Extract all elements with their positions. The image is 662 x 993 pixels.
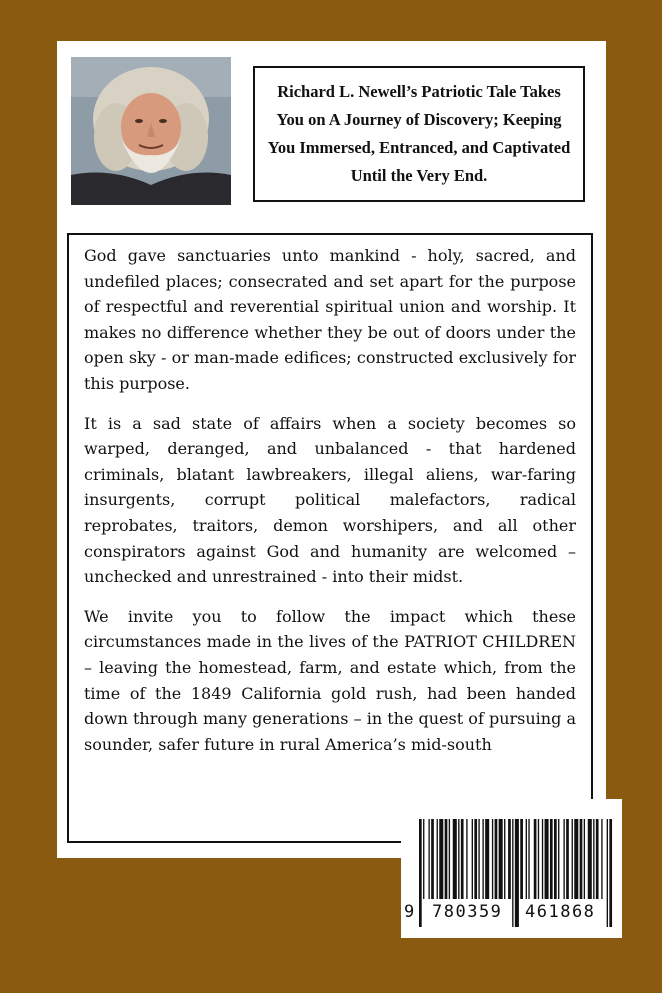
barcode-bar (542, 819, 543, 899)
blurb-paragraph-3: We invite you to follow the impact which these circumstances made in the lives of the PATRIOT CHILDREN – leaving the homestead, farm, and estate which, from the time of the 1849 California gold rush, had been handed down through many generations – in the quest of pursuing a sounder, safer future in rural America’s mid-south (84, 606, 576, 754)
barcode-bar (574, 819, 578, 899)
barcode-bar (528, 819, 529, 899)
author-photo (71, 57, 231, 205)
barcode-bar (419, 819, 422, 927)
barcode-bar (515, 819, 519, 927)
author-portrait-image (71, 57, 231, 205)
barcode-bar (437, 819, 438, 899)
barcode-bar (558, 819, 559, 899)
barcode-bar (449, 819, 450, 899)
barcode-bar (538, 819, 539, 899)
tagline-box (253, 66, 585, 202)
barcode-bar (474, 819, 477, 899)
barcode-bar (458, 819, 459, 899)
blurb-box (67, 233, 593, 843)
barcode-bar (431, 819, 434, 899)
barcode-bar (580, 819, 583, 899)
barcode-lead-digit: 9 (404, 902, 415, 922)
barcode-bar (492, 819, 493, 899)
barcode-bar (482, 819, 483, 899)
barcode-bar (508, 819, 511, 899)
isbn-barcode (401, 799, 622, 938)
barcode-bar (566, 819, 569, 899)
barcode-bar (563, 819, 564, 899)
barcode-bar (545, 819, 549, 899)
barcode-bar (601, 819, 602, 899)
back-cover-panel (57, 41, 606, 858)
barcode-bar (428, 819, 429, 899)
blurb-paragraph-2: It is a sad state of affairs when a society becomes so warped, deranged, and unbalanced - that hardened criminals, blatant lawbreakers, illegal aliens, war-faring insurgents, corrupt political malefactors, radical reprobates, traitors, demon worshipers, and all other conspirators against God and humanity are welcomed – unchecked and unrestrained - into their midst. (84, 413, 576, 587)
barcode-bar (512, 819, 513, 927)
barcode-bar (466, 819, 467, 899)
barcode-bar (495, 819, 498, 899)
barcode-bar (607, 819, 608, 927)
barcode-bar (572, 819, 573, 899)
tagline-text: Richard L. Newell’s Patriotic Tale Takes You on A Journey of Discovery; Keeping You Immersed, Entranced, and Captivated Until the Very End. (267, 82, 571, 185)
barcode-digit-group-1: 780359 (432, 902, 503, 922)
barcode-bar (478, 819, 479, 899)
barcode-bar (472, 819, 473, 899)
blurb-paragraph-1: God gave sanctuaries unto mankind - holy, sacred, and undefiled places; consecrated and set apart for the purpose of respectful and reverential spiritual union and worship. It makes no difference whether they be out of doors under the open sky - or man-made edifices; constructed exclusively for this purpose. (84, 246, 576, 393)
barcode-bar (439, 819, 443, 899)
barcode-bar (461, 819, 464, 899)
barcode-bar (520, 819, 523, 899)
barcode-bar (485, 819, 489, 899)
barcode-bar (593, 819, 594, 899)
barcode-bar (504, 819, 505, 899)
barcode-bar (499, 819, 503, 899)
barcode-bar (596, 819, 599, 899)
barcode-bar (445, 819, 448, 899)
barcode-digit-group-2: 461868 (525, 902, 596, 922)
barcode-bar (554, 819, 557, 899)
barcode-bar (584, 819, 585, 899)
barcode-bar (534, 819, 537, 899)
barcode-bar (423, 819, 424, 899)
barcode-bar (526, 819, 527, 899)
barcode-bar (550, 819, 553, 899)
barcode-bar (609, 819, 612, 927)
barcode-bar (588, 819, 592, 899)
barcode-bar (453, 819, 457, 899)
